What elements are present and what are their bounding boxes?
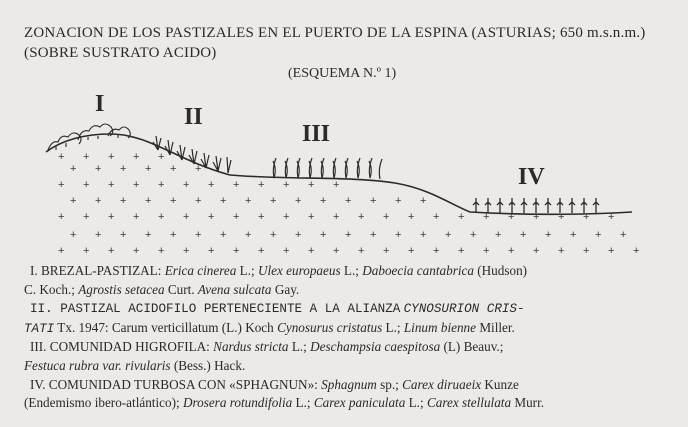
legend-zone-1-label: I. BREZAL-PASTIZAL: [30,263,162,278]
substrate-plus: + [208,211,215,223]
substrate-plus: + [83,179,90,191]
substrate-plus: + [408,211,415,223]
authority: L.; [385,319,401,335]
substrate-plus: + [145,195,152,207]
authority: (Hudson) [477,263,528,278]
substrate-plus: + [320,195,327,207]
substrate-symbols [58,151,639,257]
species: Ulex europaeus [257,263,341,278]
substrate-plus: + [383,245,390,257]
substrate-plus: + [70,195,77,207]
legend-zone-3 [24,338,674,357]
authority: Kunze [484,376,519,392]
substrate-plus: + [233,179,240,191]
authority: (Bess.) Hack. [173,357,246,373]
substrate-plus: + [558,211,565,223]
authority: Gay. [274,281,300,297]
legend [24,262,674,413]
substrate-plus: + [508,245,515,257]
substrate-plus: + [158,245,165,257]
substrate-plus: + [133,179,140,191]
authority: (L) Beauv.; [443,339,504,355]
substrate-plus: + [608,245,615,257]
authority: C. Koch.; [24,281,75,297]
substrate-plus: + [358,245,365,257]
zone-numeral-1: I [95,91,105,117]
note: (Endemismo ibero-atlántico); [24,395,180,411]
substrate-plus: + [295,229,302,241]
substrate-plus: + [345,229,352,241]
legend-zone-4-label: IV. COMUNIDAD TURBOSA CON «SPHAGNUN»: [30,376,318,392]
substrate-plus: + [195,229,202,241]
substrate-plus: + [158,211,165,223]
substrate-plus: + [370,195,377,207]
legend-zone-2 [24,299,674,319]
substrate-plus: + [233,245,240,257]
substrate-plus: + [333,179,340,191]
species: Festuca rubra var. rivularis [24,357,171,373]
species: Carex diruaeix [402,376,482,392]
substrate-plus: + [370,229,377,241]
species: Linum bienne [403,319,477,335]
substrate-plus: + [108,151,115,163]
substrate-plus: + [245,195,252,207]
substrate-plus: + [283,245,290,257]
substrate-plus: + [95,163,102,175]
substrate-plus: + [308,179,315,191]
species: Avena sulcata [197,281,272,297]
legend-zone-3-cont [24,357,674,376]
substrate-plus: + [270,229,277,241]
figure-subtitle: (SOBRE SUSTRATO ACIDO) [24,45,217,61]
substrate-plus: + [145,163,152,175]
substrate-plus: + [120,163,127,175]
authority: Murr. [514,395,545,411]
substrate-plus: + [270,195,277,207]
substrate-plus: + [608,211,615,223]
species: Deschampsia caespitosa [310,339,441,355]
substrate-plus: + [83,211,90,223]
substrate-plus: + [470,229,477,241]
authority: Curt. [167,281,195,297]
legend-zone-3-label: III. COMUNIDAD HIGROFILA: [30,339,210,355]
species: Carex stellulata [426,395,512,411]
species: Cynosurus cristatus [277,319,383,335]
substrate-plus: + [233,211,240,223]
zone-3-hygrophilous-grasses [273,158,382,179]
substrate-plus: + [170,163,177,175]
substrate-plus: + [245,229,252,241]
authority: L.; [408,395,424,411]
authority: L.; [295,395,311,411]
authority: sp.; [380,376,399,392]
substrate-plus: + [170,229,177,241]
substrate-plus: + [220,195,227,207]
substrate-plus: + [283,179,290,191]
substrate-plus: + [495,229,502,241]
substrate-plus: + [395,229,402,241]
substrate-plus: + [120,229,127,241]
substrate-plus: + [83,151,90,163]
substrate-plus: + [195,163,202,175]
substrate-plus: + [395,195,402,207]
substrate-plus: + [308,211,315,223]
authority: L.; [343,263,359,278]
substrate-plus: + [70,229,77,241]
substrate-plus: + [458,211,465,223]
substrate-plus: + [483,211,490,223]
substrate-plus: + [120,195,127,207]
authority: Tx. 1947: [57,319,109,335]
substrate-plus: + [70,163,77,175]
substrate-plus: + [133,245,140,257]
zone-numeral-4: IV [518,164,545,190]
substrate-plus: + [458,245,465,257]
species: Carum verticillatum (L.) Koch [111,319,274,335]
substrate-plus: + [520,229,527,241]
substrate-plus: + [170,195,177,207]
substrate-plus: + [433,211,440,223]
substrate-plus: + [595,229,602,241]
substrate-plus: + [83,245,90,257]
substrate-plus: + [308,245,315,257]
zone-numeral-2: II [184,104,203,130]
legend-zone-4 [24,376,674,395]
authority: L.; [291,339,307,355]
substrate-plus: + [533,211,540,223]
substrate-plus: + [420,229,427,241]
substrate-plus: + [183,245,190,257]
substrate-plus: + [208,245,215,257]
substrate-plus: + [195,195,202,207]
species: Carex paniculata [313,395,406,411]
substrate-plus: + [583,245,590,257]
substrate-plus: + [345,195,352,207]
substrate-plus: + [533,245,540,257]
substrate-plus: + [133,211,140,223]
substrate-plus: + [558,245,565,257]
substrate-plus: + [95,195,102,207]
species: Nardus stricta [213,339,289,355]
substrate-plus: + [158,179,165,191]
alliance-name: TATI [24,321,55,336]
substrate-plus: + [183,211,190,223]
substrate-plus: + [358,211,365,223]
substrate-plus: + [58,211,65,223]
zone-numeral-3: III [302,121,331,147]
substrate-plus: + [258,211,265,223]
substrate-plus: + [108,245,115,257]
substrate-plus: + [258,245,265,257]
substrate-plus: + [408,245,415,257]
legend-zone-4-cont [24,394,674,413]
substrate-plus: + [58,179,65,191]
substrate-plus: + [133,151,140,163]
substrate-plus: + [108,211,115,223]
zone-2-grass-tufts [153,136,231,173]
authority: Miller. [479,319,515,335]
substrate-plus: + [333,211,340,223]
legend-zone-2-cont [24,319,674,339]
legend-zone-2-label: II. PASTIZAL ACIDOFILO PERTENECIENTE A LA ALIANZA [30,302,401,317]
substrate-plus: + [283,211,290,223]
substrate-plus: + [220,229,227,241]
substrate-plus: + [208,179,215,191]
substrate-plus: + [58,151,65,163]
species: Drosera rotundifolia [182,395,293,411]
alliance-name: CYNOSURION CRIS- [403,302,525,317]
substrate-plus: + [445,229,452,241]
authority: L.; [239,263,255,278]
substrate-plus: + [145,229,152,241]
species: Daboecia cantabrica [362,263,474,278]
substrate-plus: + [258,179,265,191]
legend-zone-1 [24,262,674,281]
substrate-plus: + [420,195,427,207]
substrate-plus: + [620,229,627,241]
substrate-plus: + [583,211,590,223]
zone-1-heath-shrubs [48,124,130,150]
species: Agrostis setacea [78,281,165,297]
substrate-plus: + [295,195,302,207]
substrate-plus: + [433,245,440,257]
species: Sphagnum [321,376,377,392]
scheme-label: (ESQUEMA N.º 1) [288,66,397,81]
substrate-plus: + [483,245,490,257]
substrate-plus: + [633,245,640,257]
substrate-plus: + [570,229,577,241]
substrate-plus: + [545,229,552,241]
substrate-plus: + [58,245,65,257]
figure-title: ZONACION DE LOS PASTIZALES EN EL PUERTO DE LA ESPINA (ASTURIAS; 650 m.s.n.m.) [24,25,646,41]
species: Erica cinerea [164,263,237,278]
substrate-plus: + [383,211,390,223]
substrate-plus: + [95,229,102,241]
legend-zone-1-cont [24,281,674,300]
substrate-plus: + [320,229,327,241]
substrate-plus: + [333,245,340,257]
substrate-plus: + [108,179,115,191]
substrate-plus: + [508,211,515,223]
substrate-plus: + [183,179,190,191]
substrate-plus: + [158,151,165,163]
